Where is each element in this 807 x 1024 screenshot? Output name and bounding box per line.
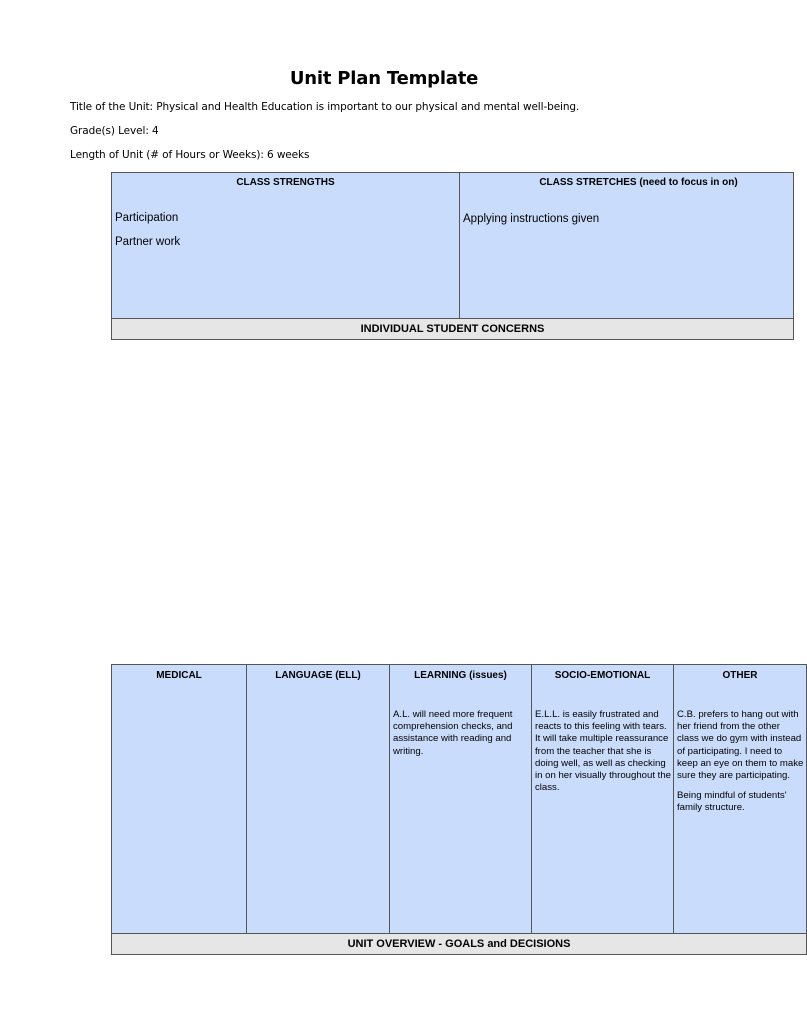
individual-concerns-header: INDIVIDUAL STUDENT CONCERNS bbox=[112, 319, 794, 340]
medical-cell bbox=[112, 665, 247, 934]
socio-emotional-notes: E.L.L. is easily frustrated and reacts to this feeling with tears. It will take multiple reassurance from the teacher that she is doing well, as well as checking in on her visually throughout the class. bbox=[535, 709, 671, 794]
language-header: LANGUAGE (ELL) bbox=[275, 670, 361, 681]
stretch-item: Applying instructions given bbox=[463, 213, 600, 225]
class-strengths-header: CLASS STRENGTHS bbox=[236, 177, 335, 188]
other-cell bbox=[674, 665, 807, 934]
unit-title-line: Title of the Unit: Physical and Health Education is important to our physical and mental well-being. bbox=[70, 101, 580, 113]
socio-emotional-header: SOCIO-EMOTIONAL bbox=[554, 670, 651, 681]
other-header: OTHER bbox=[722, 670, 758, 681]
language-cell bbox=[247, 665, 390, 934]
page-title: Unit Plan Template bbox=[289, 68, 479, 89]
other-note-paragraph: C.B. prefers to hang out with her friend from the other class we do gym with instead of participating. I need to keep an eye on them to make sure they are participating. bbox=[677, 709, 804, 782]
class-stretches-header: CLASS STRETCHES (need to focus in on) bbox=[539, 177, 738, 188]
unit-length-line: Length of Unit (# of Hours or Weeks): 6 weeks bbox=[70, 149, 310, 161]
medical-header: MEDICAL bbox=[156, 670, 202, 681]
unit-overview-header: UNIT OVERVIEW - GOALS and DECISIONS bbox=[112, 934, 807, 955]
socio-emotional-cell bbox=[532, 665, 674, 934]
strength-item: Partner work bbox=[115, 236, 181, 248]
strength-item: Participation bbox=[115, 212, 179, 224]
student-concerns-table bbox=[111, 664, 807, 955]
grade-level-line: Grade(s) Level: 4 bbox=[70, 125, 159, 137]
class-strengths-table bbox=[111, 172, 794, 340]
learning-notes: A.L. will need more frequent comprehension checks, and assistance with reading and writing. bbox=[393, 709, 513, 757]
other-notes bbox=[677, 709, 804, 815]
other-note-paragraph: Being mindful of students' family structure. bbox=[677, 790, 787, 814]
class-strengths-cell bbox=[112, 173, 460, 319]
learning-cell bbox=[390, 665, 532, 934]
learning-header: LEARNING (issues) bbox=[414, 670, 507, 681]
class-stretches-cell bbox=[460, 173, 794, 319]
